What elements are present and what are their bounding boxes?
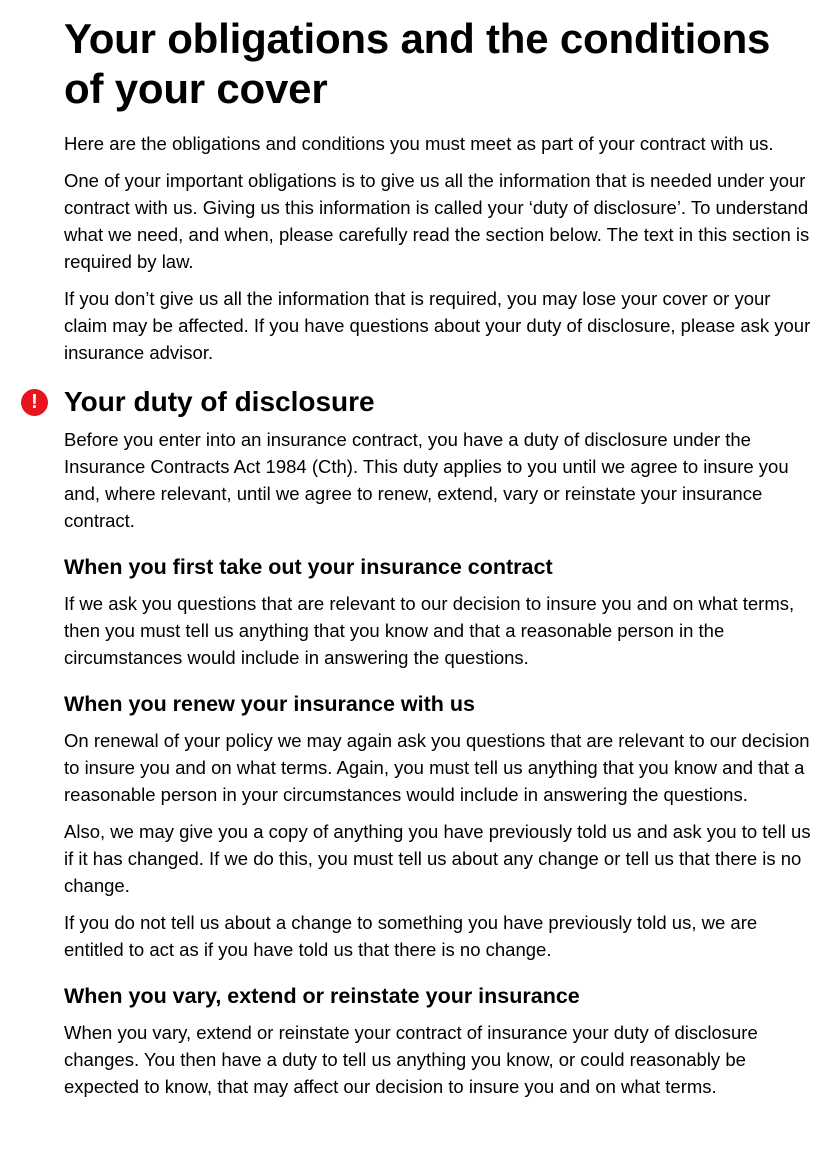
subsection-renew <box>64 689 814 963</box>
subsection-title: When you renew your insurance with us <box>64 692 475 716</box>
subsection-paragraph: If we ask you questions that are relevant to our decision to insure you and on what terms, then you must tell us anything that you know and that a reasonable person in the circumstances would include in answering the questions. <box>64 593 795 668</box>
duty-of-disclosure-header <box>31 384 814 420</box>
subsection-vary-extend-reinstate <box>64 981 814 1100</box>
intro-paragraph: Here are the obligations and conditions you must meet as part of your contract with us. <box>64 133 774 154</box>
section-title: Your duty of disclosure <box>64 386 375 417</box>
intro-paragraph: One of your important obligations is to give us all the information that is needed under your contract with us. Giving us this information is called your ‘duty of disclosure’. To understand what we need, and when, please carefully read the section below. The text in this section is required by law. <box>64 170 810 272</box>
alert-icon: ! <box>21 389 48 416</box>
subsection-paragraph: When you vary, extend or reinstate your contract of insurance your duty of disclosure changes. You then have a duty to tell us anything you know, or could reasonably be expected to know, that may affect our decision to insure you and on what terms. <box>64 1022 758 1097</box>
subsection-first-take-out <box>64 552 814 671</box>
intro-paragraph: If you don’t give us all the information that is required, you may lose your cover or your claim may be affected. If you have questions about your duty of disclosure, please ask your insurance advisor. <box>64 288 811 363</box>
document-page <box>31 0 814 1110</box>
duty-of-disclosure-body <box>64 426 814 534</box>
subsection-title: When you vary, extend or reinstate your insurance <box>64 984 580 1008</box>
intro-section <box>64 130 814 366</box>
subsection-paragraph: If you do not tell us about a change to something you have previously told us, we are entitled to act as if you have told us that there is no change. <box>64 912 758 960</box>
subsection-paragraph: Also, we may give you a copy of anything you have previously told us and ask you to tell us if it has changed. If we do this, you must tell us about any change or tell us that there is no change. <box>64 821 811 896</box>
section-paragraph: Before you enter into an insurance contract, you have a duty of disclosure under the Insurance Contracts Act 1984 (Cth). This duty applies to you until we agree to insure you and, where relevant, until we agree to renew, extend, vary or reinstate your insurance contract. <box>64 429 789 531</box>
page-title: Your obligations and the conditions of your cover <box>64 15 771 112</box>
subsection-paragraph: On renewal of your policy we may again ask you questions that are relevant to our decision to insure you and on what terms. Again, you must tell us anything that you know and that a reasonable person in your circumstances would include in answering the questions. <box>64 730 810 805</box>
subsection-title: When you first take out your insurance contract <box>64 555 553 579</box>
